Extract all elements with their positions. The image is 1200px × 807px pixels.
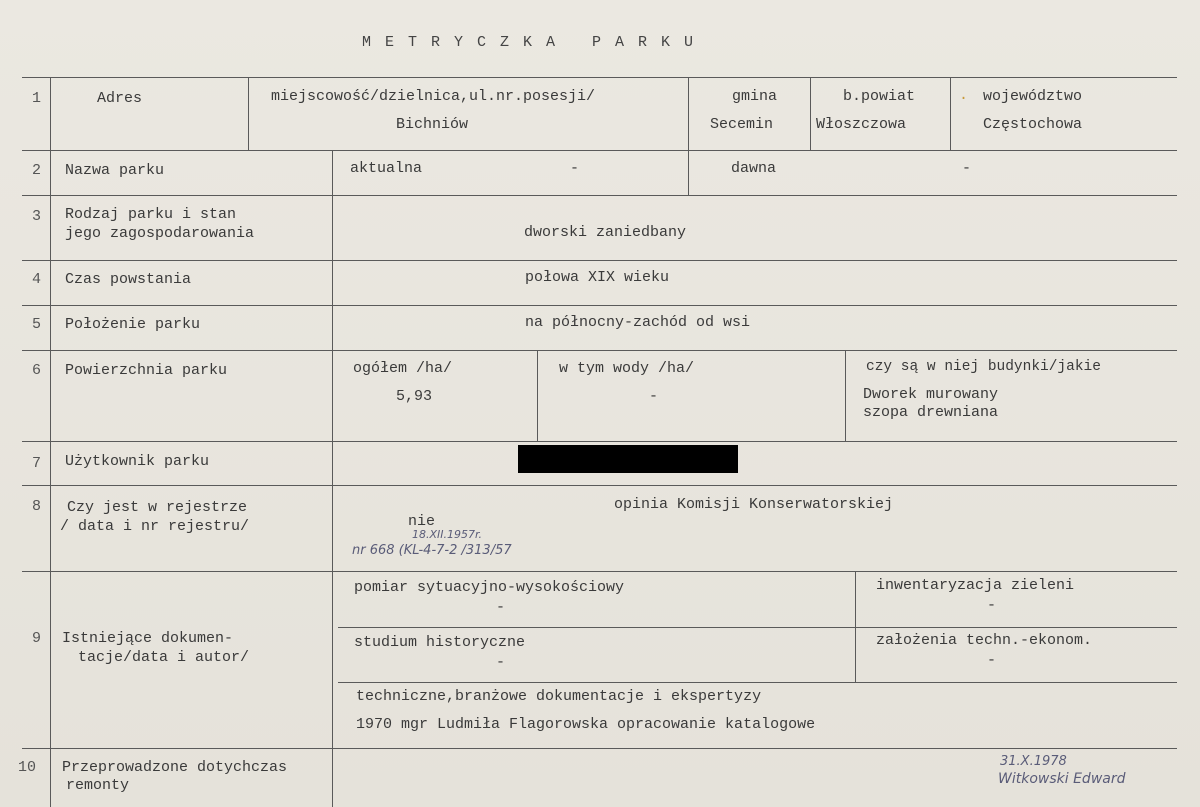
former-name-value: - (962, 160, 972, 177)
rule-r1-woj (950, 77, 951, 150)
area-label: Powierzchnia parku (65, 362, 228, 379)
water-area-value: - (649, 388, 659, 405)
page-title: METRYCZKA PARKU (362, 34, 708, 51)
survey-value: - (496, 599, 506, 616)
current-name-value: - (570, 160, 580, 177)
gmina-header: gmina (732, 88, 778, 105)
current-name-label: aktualna (350, 160, 423, 177)
rule-2 (22, 195, 1177, 196)
handwritten-signature: Witkowski Edward (998, 771, 1126, 787)
register-label-line2: / data i nr rejestru/ (60, 518, 250, 535)
greenery-inventory-value: - (987, 597, 997, 614)
redaction-bar (518, 445, 738, 473)
historical-study-label: studium historyczne (354, 634, 526, 651)
register-value: nie (408, 513, 436, 530)
rule-1 (22, 150, 1177, 151)
register-handwritten-date: 18.XII.1957r. (412, 528, 483, 541)
buildings-value-line2: szopa drewniana (863, 404, 999, 421)
ink-dot: · (959, 90, 969, 107)
total-area-label: ogółem /ha/ (353, 360, 453, 377)
documentation-label-line1: Istniejące dokumen- (62, 630, 234, 647)
rule-r6-water (537, 350, 538, 441)
tech-econ-label: założenia techn.-ekonom. (876, 632, 1093, 649)
greenery-inventory-label: inwentaryzacja zieleni (876, 577, 1075, 594)
rule-label-column (332, 150, 333, 807)
rule-7 (22, 485, 1177, 486)
buildings-label: czy są w niej budynki/jakie (866, 359, 1101, 375)
origin-time-value: połowa XIX wieku (525, 269, 670, 286)
register-handwritten-number: nr 668 (KL-4-7-2 /313/57 (352, 543, 512, 558)
rule-r1-gmina (688, 77, 689, 150)
row-number-4: 4 (32, 271, 42, 288)
powiat-header: b.powiat (843, 88, 916, 105)
rule-6 (22, 441, 1177, 442)
rule-9b (338, 682, 1177, 683)
rule-5 (22, 350, 1177, 351)
rule-r6-buildings (845, 350, 846, 441)
rule-r1-adres (248, 77, 249, 150)
row-number-9: 9 (32, 630, 42, 647)
tech-econ-value: - (987, 652, 997, 669)
survey-label: pomiar sytuacyjno-wysokościowy (354, 579, 625, 596)
technical-docs-label: techniczne,branżowe dokumentacje i ekspertyzy (356, 688, 762, 705)
row-number-1: 1 (32, 90, 42, 107)
total-area-value: 5,93 (396, 388, 433, 405)
conservation-opinion: opinia Komisji Konserwatorskiej (614, 496, 894, 513)
handwritten-date: 31.X.1978 (1000, 754, 1067, 769)
gmina-value: Secemin (710, 116, 774, 133)
rule-4 (22, 305, 1177, 306)
voivodeship-value: Częstochowa (983, 116, 1083, 133)
rule-9a (338, 627, 1177, 628)
water-area-label: w tym wody /ha/ (559, 360, 695, 377)
row-number-8: 8 (32, 498, 42, 515)
park-type-value: dworski zaniedbany (524, 224, 687, 241)
rule-9 (22, 748, 1177, 749)
park-type-label-line2: jego zagospodarowania (65, 225, 255, 242)
row-number-3: 3 (32, 208, 42, 225)
row-number-6: 6 (32, 362, 42, 379)
address-label: Adres (97, 90, 143, 107)
row-number-7: 7 (32, 455, 42, 472)
register-label-line1: Czy jest w rejestrze (67, 499, 248, 516)
documentation-label-line2: tacje/data i autor/ (78, 649, 250, 666)
rule-8 (22, 571, 1177, 572)
powiat-value: Włoszczowa (816, 116, 907, 133)
rule-r2-former (688, 150, 689, 195)
row-number-2: 2 (32, 162, 42, 179)
park-name-label: Nazwa parku (65, 162, 165, 179)
voivodeship-header: województwo (983, 88, 1083, 105)
former-name-label: dawna (731, 160, 777, 177)
row-number-10: 10 (18, 759, 37, 776)
location-value: na północny-zachód od wsi (525, 314, 751, 331)
buildings-value-line1: Dworek murowany (863, 386, 999, 403)
rule-r9-right (855, 571, 856, 682)
repairs-label-line1: Przeprowadzone dotychczas (62, 759, 288, 776)
location-label: Położenie parku (65, 316, 201, 333)
historical-study-value: - (496, 654, 506, 671)
rule-top (22, 77, 1177, 78)
park-type-label-line1: Rodzaj parku i stan (65, 206, 237, 223)
rule-3 (22, 260, 1177, 261)
technical-docs-value: 1970 mgr Ludmiła Flagorowska opracowanie katalogowe (356, 716, 816, 733)
row-number-5: 5 (32, 316, 42, 333)
locality-header: miejscowość/dzielnica,ul.nr.posesji/ (271, 88, 596, 105)
origin-time-label: Czas powstania (65, 271, 192, 288)
rule-r1-powiat (810, 77, 811, 150)
locality-value: Bichniów (396, 116, 469, 133)
owner-label: Użytkownik parku (65, 453, 210, 470)
rule-number-column (50, 77, 51, 807)
repairs-label-line2: remonty (66, 777, 130, 794)
